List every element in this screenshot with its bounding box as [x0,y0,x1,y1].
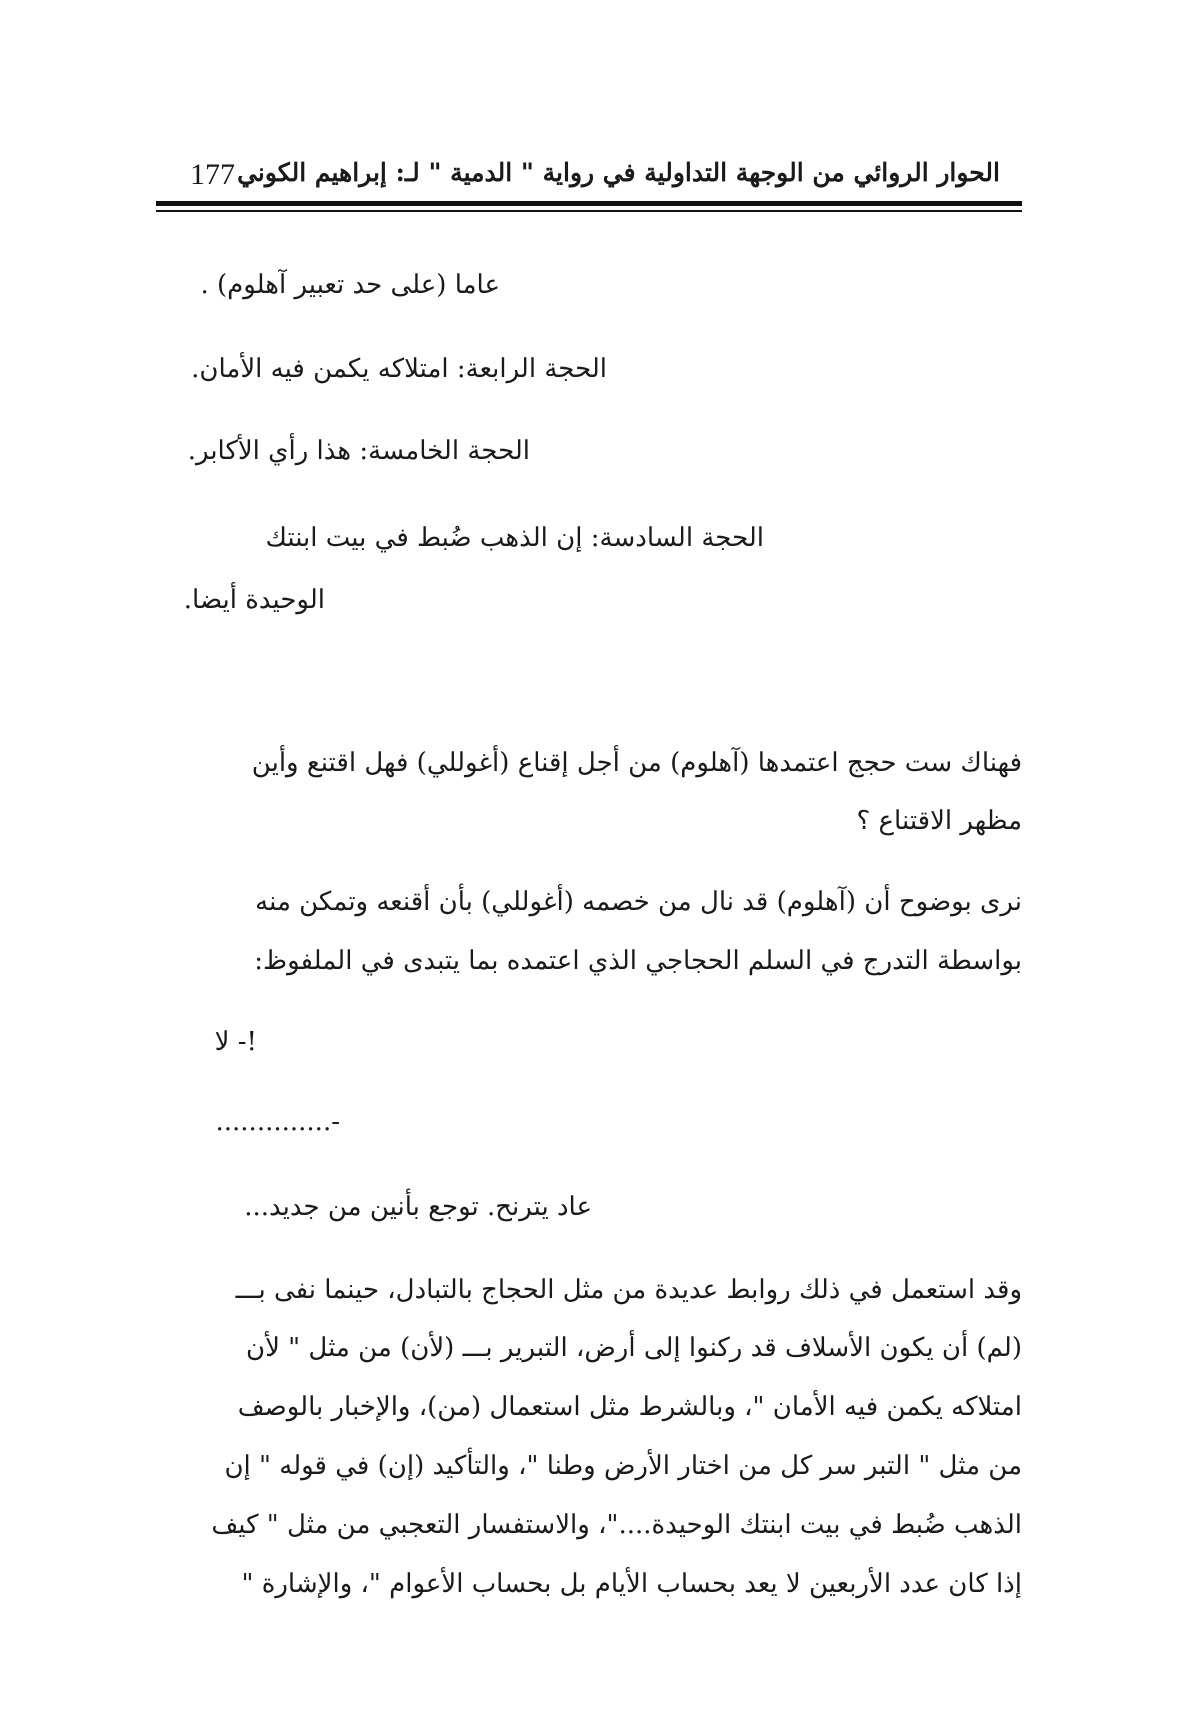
text-line: من مثل " التبر سر كل من اختار الأرض وطنا "، والتأكيد (إن) في قوله " إن [224,1451,1022,1481]
page-header [156,150,1022,200]
dialogue-line: -.............. [215,1107,340,1137]
header-rule-thick [156,201,1022,206]
dialogue-line: !- لا [214,1027,257,1057]
page-number: 177 [190,158,235,191]
text-line: الذهب ضُبط في بيت ابنتك الوحيدة...."، والاستفسار التعجبي من مثل " كيف [211,1510,1022,1540]
dialogue-line: عاد يترنح. توجع بأنين من جديد... [244,1192,592,1222]
text-line: إذا كان عدد الأربعين لا يعد بحساب الأيام بل بحساب الأعوام "، والإشارة " [241,1569,1022,1599]
text-line: الحجة الرابعة: امتلاكه يكمن فيه الأمان. [191,354,607,384]
text-line: (لم) أن يكون الأسلاف قد ركنوا إلى أرض، التبرير بـــ (لأن) من مثل " لأن [245,1333,1022,1363]
text-line: وقد استعمل في ذلك روابط عديدة من مثل الحجاج بالتبادل، حينما نفى بـــ [235,1275,1022,1305]
text-line: مظهر الاقتناع ؟ [856,806,1022,836]
text-line: بواسطة التدرج في السلم الحجاجي الذي اعتمده بما يتبدى في الملفوظ: [254,946,1022,976]
text-line: الحجة السادسة: إن الذهب ضُبط في بيت ابنتك [265,523,764,553]
text-line: عاما (على حد تعبير آهلوم) . [200,270,500,300]
text-line: فهناك ست حجج اعتمدها (آهلوم) من أجل إقناع (أغوللي) فهل اقتنع وأين [251,748,1022,778]
running-title: الحوار الروائي من الوجهة التداولية في رواية " الدمية " لـ: إبراهيم الكوني [237,158,1000,187]
text-line: نرى بوضوح أن (آهلوم) قد نال من خصمه (أغوللي) بأن أقنعه وتمكن منه [255,887,1022,917]
header-rule-thin [156,210,1022,212]
text-line: الوحيدة أيضا. [183,585,325,615]
text-line: امتلاكه يكمن فيه الأمان "، وبالشرط مثل استعمال (من)، والإخبار بالوصف [237,1392,1022,1422]
text-line: الحجة الخامسة: هذا رأي الأكابر. [187,436,530,466]
